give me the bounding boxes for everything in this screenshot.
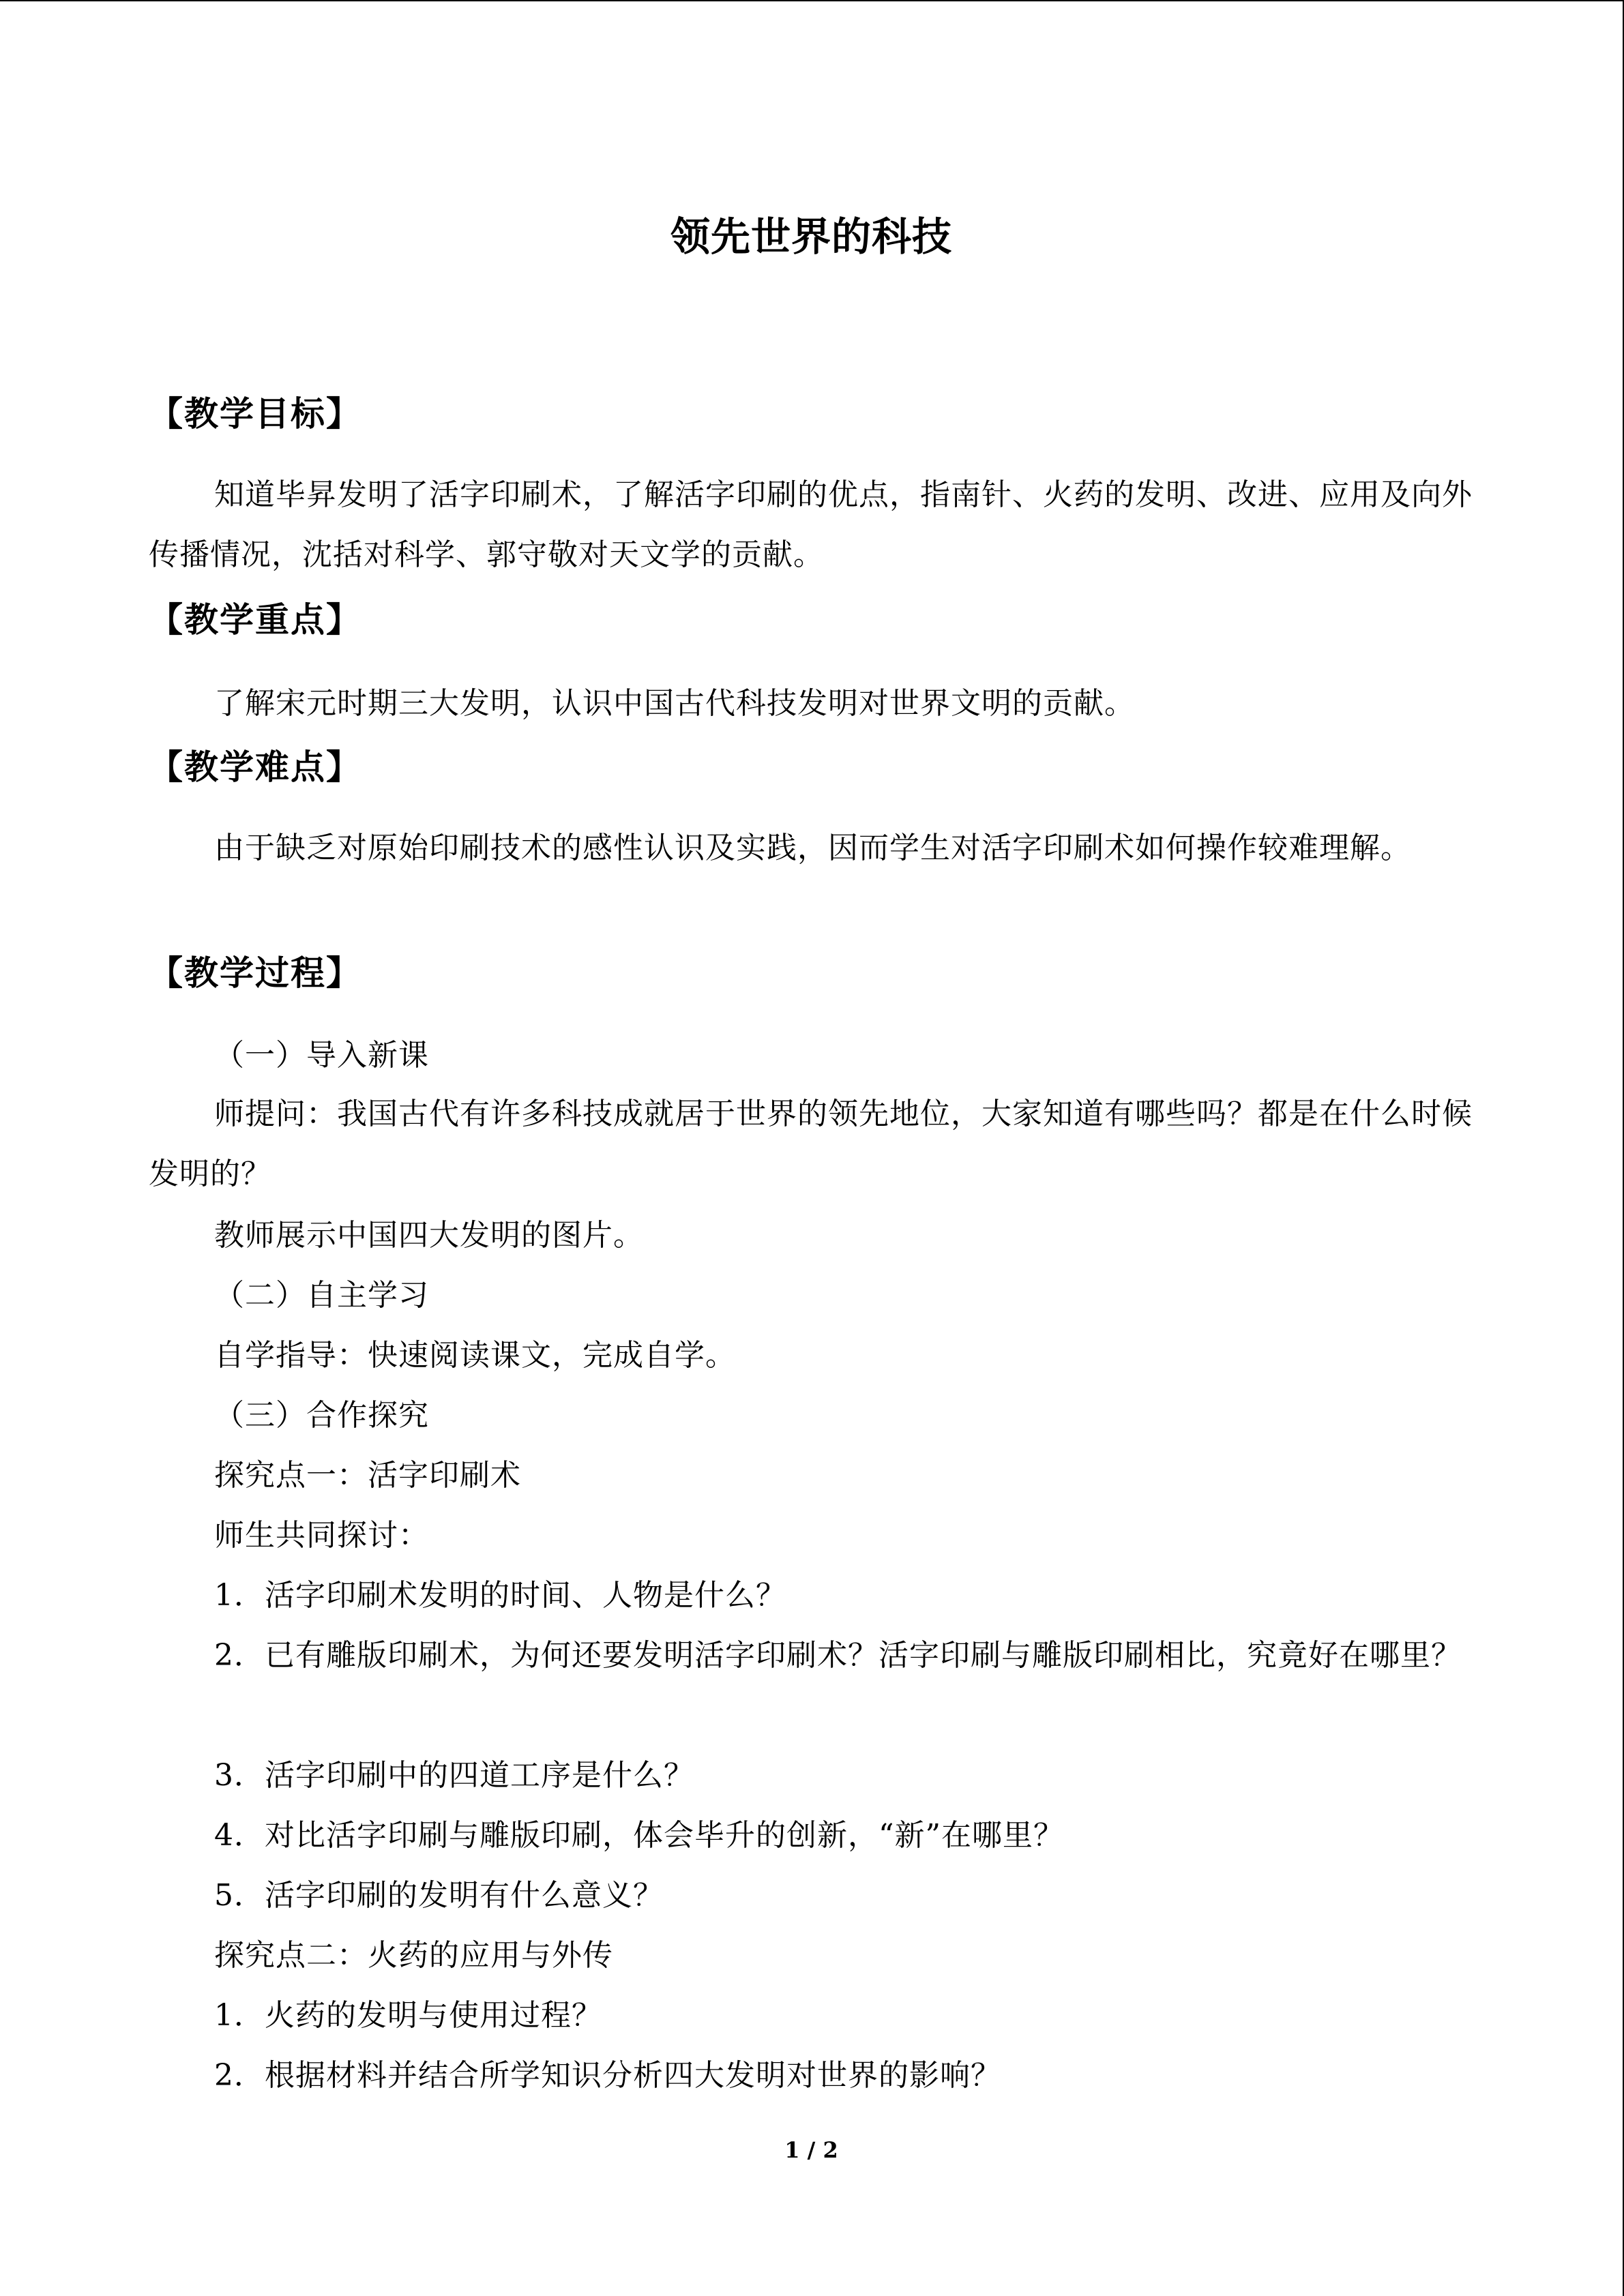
point1-discuss: 师生共同探讨：: [214, 1518, 429, 1553]
point1-question-3: 3．活字印刷中的四道工序是什么？: [214, 1758, 694, 1793]
point1-question-2: 2．已有雕版印刷术，为何还要发明活字印刷术？活字印刷与雕版印刷相比，究竟好在哪里？: [214, 1638, 1462, 1673]
difficulties-text: 由于缺乏对原始印刷技术的感性认识及实践，因而学生对活字印刷术如何操作较难理解。: [214, 831, 1411, 865]
point2-question-1: 1．火药的发明与使用过程？: [214, 1998, 602, 2033]
goals-heading: 【教学目标】: [149, 394, 361, 434]
document-title: 领先世界的科技: [670, 213, 952, 260]
point2-heading: 探究点二：火药的应用与外传: [214, 1938, 613, 1973]
teacher-question: 师提问：我国古代有许多科技成就居于世界的领先地位，大家知道有哪些吗？都是在什么时候发明的？: [149, 1097, 1473, 1191]
point1-question-1: 1．活字印刷术发明的时间、人物是什么？: [214, 1578, 786, 1613]
coop-heading: （三）合作探究: [214, 1398, 429, 1433]
point1-question-4: 4．对比活字印刷与雕版印刷，体会毕升的创新，“新”在哪里？: [214, 1818, 1064, 1853]
intro-heading: （一）导入新课: [214, 1038, 429, 1073]
teacher-show: 教师展示中国四大发明的图片。: [214, 1218, 644, 1253]
self-study-heading: （二）自主学习: [214, 1278, 429, 1313]
key-points-text: 了解宋元时期三大发明，认识中国古代科技发明对世界文明的贡献。: [214, 686, 1135, 721]
goals-text: 知道毕昇发明了活字印刷术，了解活字印刷的优点，指南针、火药的发明、改进、应用及向外传播情况，沈括对科学、郭守敬对天文学的贡献。: [149, 477, 1473, 572]
key-points-heading: 【教学重点】: [149, 600, 361, 640]
difficulties-heading: 【教学难点】: [149, 747, 361, 787]
point2-question-2: 2．根据材料并结合所学知识分析四大发明对世界的影响？: [214, 2058, 1001, 2093]
self-study-guide: 自学指导：快速阅读课文，完成自学。: [214, 1338, 736, 1373]
page-number: 1 / 2: [784, 2137, 838, 2163]
point1-question-5: 5．活字印刷的发明有什么意义？: [214, 1878, 664, 1913]
process-heading: 【教学过程】: [149, 953, 361, 993]
point1-heading: 探究点一：活字印刷术: [214, 1458, 521, 1493]
